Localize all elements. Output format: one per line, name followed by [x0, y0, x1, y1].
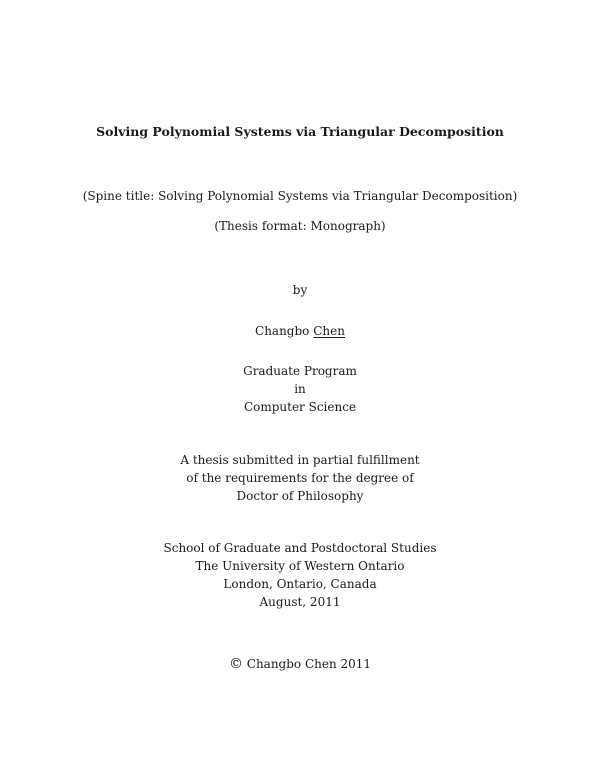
copyright-holder-year: Changbo Chen 2011	[246, 657, 372, 671]
program-line-3: Computer Science	[243, 400, 357, 414]
thesis-format: (Thesis format: Monograph)	[214, 219, 386, 233]
institution-line-4: August, 2011	[259, 595, 341, 609]
copyright-icon: ©	[228, 656, 243, 672]
by-label: by	[292, 283, 308, 297]
copyright-line	[0, 656, 600, 672]
institution-line-2: The University of Western Ontario	[195, 559, 405, 573]
spine-title: (Spine title: Solving Polynomial Systems via Triangular Decomposition)	[82, 189, 518, 203]
program-line-2: in	[294, 382, 306, 396]
submission-line-1: A thesis submitted in partial fulfillment	[180, 453, 420, 467]
author-name	[0, 323, 600, 339]
submission-line-3: Doctor of Philosophy	[236, 489, 364, 503]
submission-line-2: of the requirements for the degree of	[186, 471, 414, 485]
author-first-name: Changbo	[255, 324, 310, 338]
thesis-title: Solving Polynomial Systems via Triangular Decomposition	[96, 124, 504, 139]
institution-line-3: London, Ontario, Canada	[223, 577, 377, 591]
program-line-1: Graduate Program	[243, 364, 357, 378]
institution-line-1: School of Graduate and Postdoctoral Studies	[163, 541, 437, 555]
author-last-name: Chen	[313, 324, 345, 338]
